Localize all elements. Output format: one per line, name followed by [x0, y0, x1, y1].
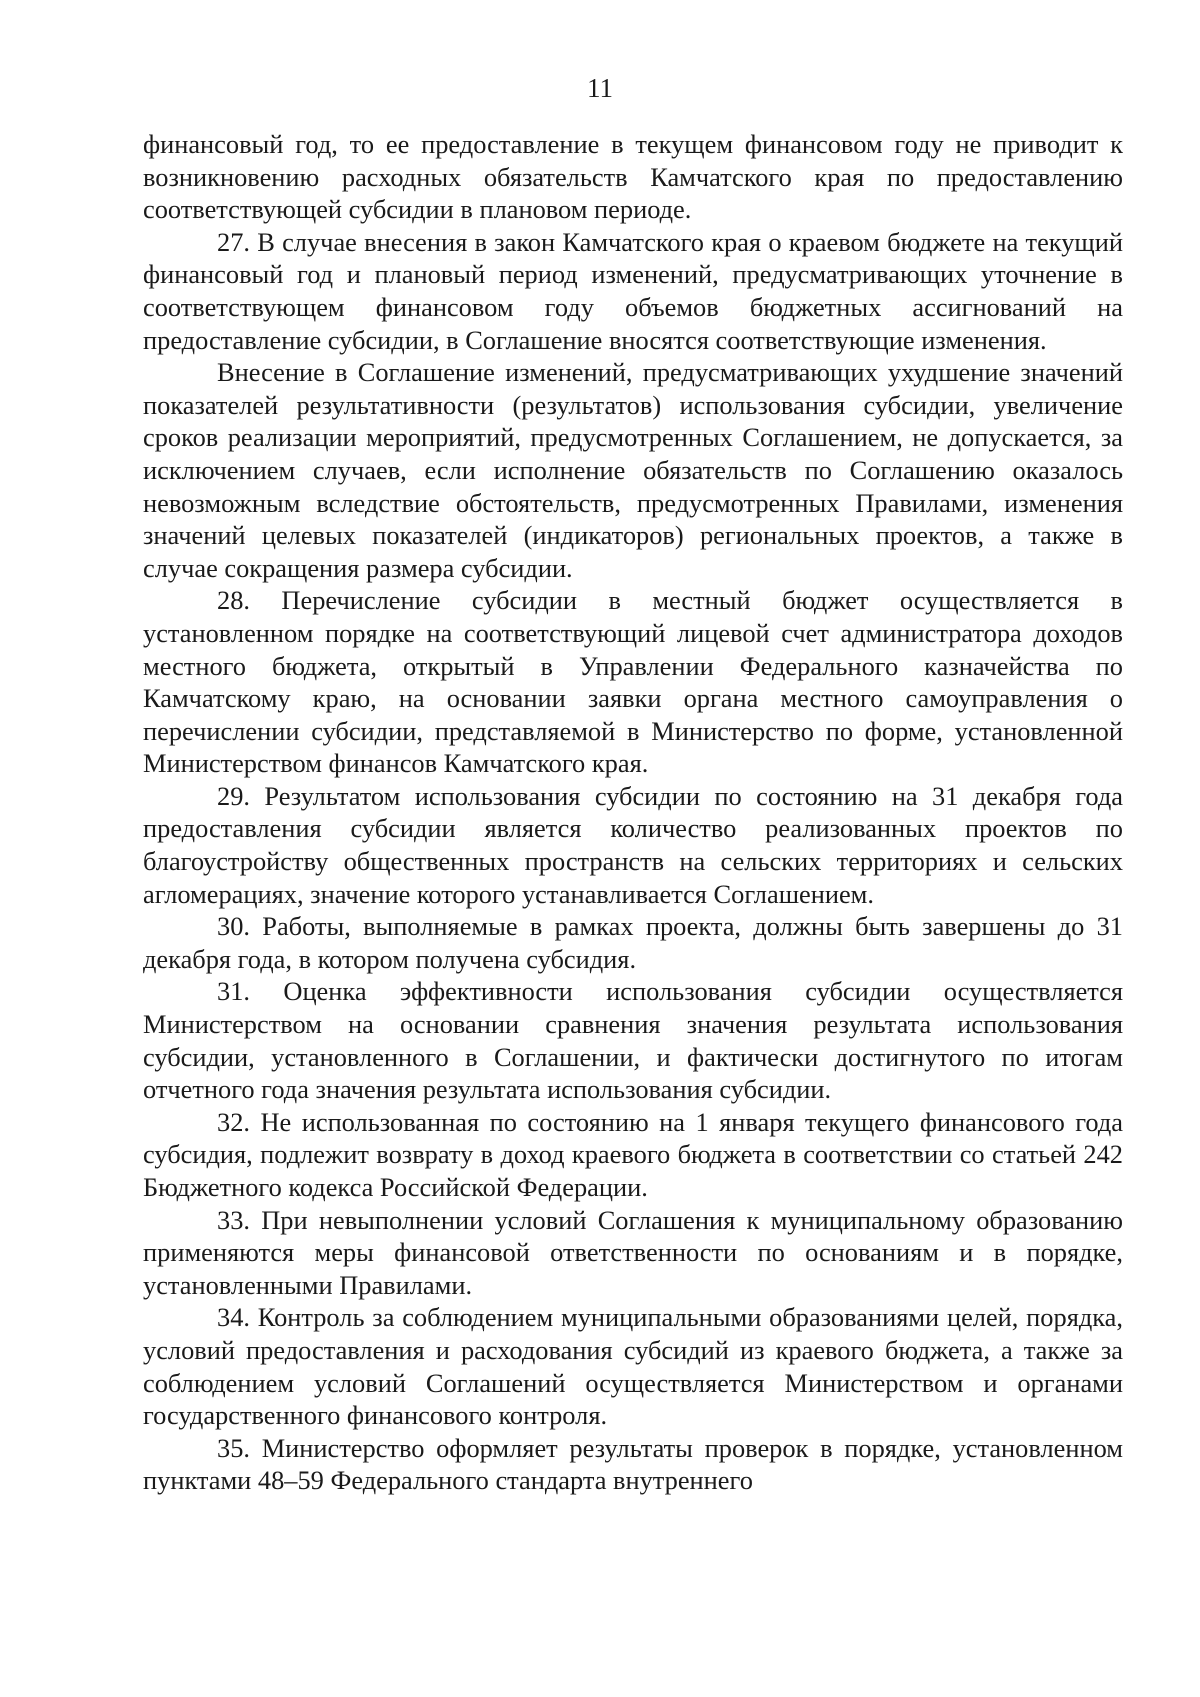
paragraph-35: 35. Министерство оформляет результаты проверок в порядке, установленном пунктами 48–59 Федерального стандарта внутреннего — [143, 1432, 1123, 1496]
document-body — [143, 128, 1123, 1497]
paragraph-27: 27. В случае внесения в закон Камчатского края о краевом бюджете на текущий финансовый год и плановый период изменений, предусматривающих уточнение в соответствующем финансовом году объемов бюджетных ассигнований на предоставление субсидии, в Соглашение вносятся соответствующие изменения. — [143, 226, 1123, 355]
paragraph-27-amendments: Внесение в Соглашение изменений, предусматривающих ухудшение значений показателей результативности (результатов) использования субсидии, увеличение сроков реализации мероприятий, предусмотренных Соглашением, не допускается, за исключением случаев, если исполнение обязательств по Соглашению оказалось невозможным вследствие обстоятельств, предусмотренных Правилами, изменения значений целевых показателей (индикаторов) региональных проектов, а также в случае сокращения размера субсидии. — [143, 357, 1123, 583]
paragraph-30: 30. Работы, выполняемые в рамках проекта, должны быть завершены до 31 декабря года, в котором получена субсидия. — [143, 911, 1123, 974]
paragraph-33: 33. При невыполнении условий Соглашения к муниципальному образованию применяются меры финансовой ответственности по основаниям и в порядке, установленными Правилами. — [143, 1204, 1123, 1300]
page-number: 11 — [587, 73, 613, 103]
paragraph-continuation: финансовый год, то ее предоставление в текущем финансовом году не приводит к возникновению расходных обязательств Камчатского края по предоставлению соответствующей субсидии в плановом периоде. — [143, 129, 1123, 225]
paragraph-29: 29. Результатом использования субсидии по состоянию на 31 декабря года предоставления субсидии является количество реализованных проектов по благоустройству общественных пространств на сельских территориях и сельских агломерациях, значение которого устанавливается Соглашением. — [143, 780, 1123, 909]
paragraph-32: 32. Не использованная по состоянию на 1 января текущего финансового года субсидия, подлежит возврату в доход краевого бюджета в соответствии со статьей 242 Бюджетного кодекса Российской Федерации. — [143, 1106, 1123, 1202]
paragraph-34: 34. Контроль за соблюдением муниципальными образованиями целей, порядка, условий предоставления и расходования субсидий из краевого бюджета, а также за соблюдением условий Соглашений осуществляется Министерством и органами государственного финансового контроля. — [143, 1302, 1123, 1431]
paragraph-28: 28. Перечисление субсидии в местный бюджет осуществляется в установленном порядке на соответствующий лицевой счет администратора доходов местного бюджета, открытый в Управлении Федерального казначейства по Камчатскому краю, на основании заявки органа местного самоуправления о перечислении субсидии, представляемой в Министерство по форме, установленной Министерством финансов Камчатского края. — [143, 585, 1123, 779]
paragraph-31: 31. Оценка эффективности использования субсидии осуществляется Министерством на основании сравнения значения результата использования субсидии, установленного в Соглашении, и фактически достигнутого по итогам отчетного года значения результата использования субсидии. — [143, 976, 1123, 1105]
